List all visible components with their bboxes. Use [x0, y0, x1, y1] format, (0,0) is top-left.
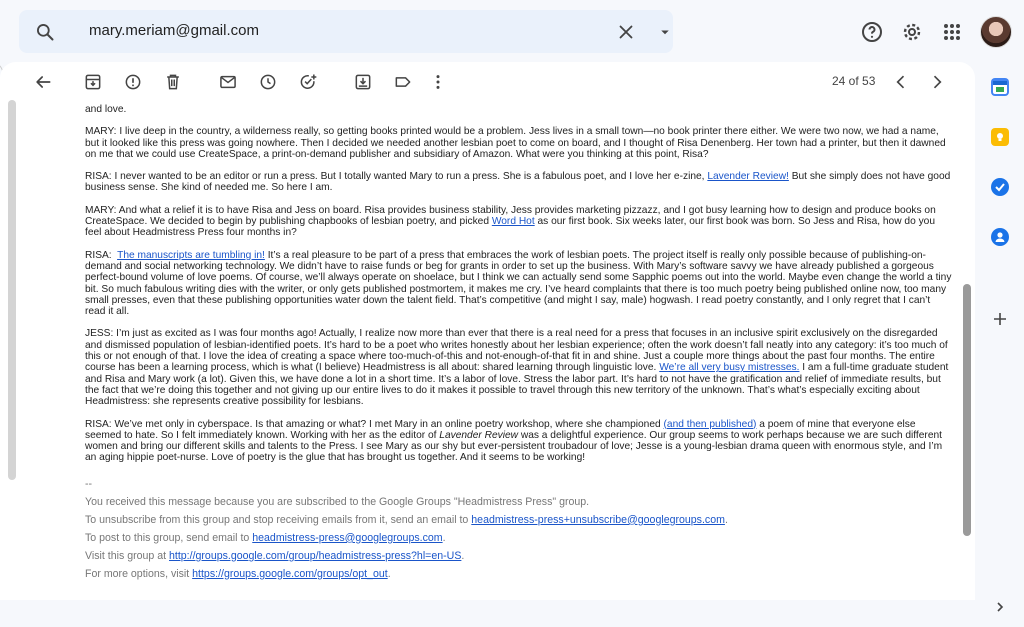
- word-hot-link[interactable]: Word Hot: [491, 216, 535, 228]
- move-to-icon[interactable]: [353, 72, 373, 92]
- tasks-icon[interactable]: [991, 178, 1009, 196]
- group-email-link[interactable]: headmistress-press@googlegroups.com: [252, 531, 443, 544]
- signature-line: For more options, visit https://groups.google.com/groups/opt_out.: [85, 567, 391, 580]
- apps-grid-icon[interactable]: [940, 20, 964, 44]
- newer-chevron-left-icon[interactable]: [891, 72, 911, 92]
- message-view: [0, 62, 975, 600]
- paragraph: and love.: [85, 104, 127, 115]
- top-bar: [0, 0, 1024, 64]
- calendar-icon[interactable]: [991, 78, 1009, 96]
- message-body: [85, 104, 953, 583]
- paragraph: JESS: I’m just as excited as I was four months ago! Actually, I realize now more than ever that there is a real need for a press that focuses in an inclusive spirit exclusively on the disregarded and dismissed population of lesbian-identified poets. It’s hard to be a poet who writes honestly about her lesbian experience; often the work doesn’t fall neatly into any category: it’s too much of this or not enough of that. I love the idea of creating a space where too-much-of-this and not-enough-of-that fit in and shine. Just a couple more things about the past four months. The entire course has been a learning process, which is what (I believe) Headmistress is all about: shared learning through linguistic love. We’re all very busy mistresses. I am a full-time graduate student and Risa and Mary work (a lot). Given this, we have done a lot in a short time. It’s a labor of love. Stress the labor part. It’s hard to not have the gratification and relief of immediate results, but the fact that we’re doing this together and not giving up our entire lives to do it makes it possible to travel through this new territory of the unknown. That’s what’s especially exciting about Headmistress: she represents creative possibility for lesbians.: [85, 328, 949, 408]
- add-addon-plus-icon[interactable]: [991, 310, 1009, 328]
- settings-gear-icon[interactable]: [900, 20, 924, 44]
- lavender-review-link[interactable]: Lavender Review!: [707, 171, 789, 183]
- group-signature: [85, 475, 953, 583]
- older-chevron-right-icon[interactable]: [927, 72, 947, 92]
- paragraph: MARY: I live deep in the country, a wilderness really, so getting books printed would be a problem. Jess lives in a small town—no book printer there either. We were two now, we had a name, but it looked like this press was going nowhere. Then I decided we needed another lesbian poet to come on board, and I thought of Risa Denenberg. Her town had a printer, but then it dawned on me that we could use CreateSpace, a print-on-demand publisher and subsidiary of Amazon. What were you thinking at this point, Risa?: [85, 126, 946, 160]
- add-to-tasks-icon[interactable]: [298, 72, 318, 92]
- search-bar[interactable]: [19, 10, 673, 53]
- side-panel-rail: [975, 62, 1024, 627]
- avatar[interactable]: [980, 16, 1012, 48]
- pagination-count: 24 of 53: [832, 74, 876, 88]
- help-icon[interactable]: [860, 20, 884, 44]
- search-icon[interactable]: [35, 22, 55, 42]
- unsubscribe-email-link[interactable]: headmistress-press+unsubscribe@googlegroups.com: [471, 513, 725, 526]
- search-input[interactable]: mary.meriam@gmail.com: [89, 22, 259, 39]
- opt-out-link[interactable]: https://groups.google.com/groups/opt_out: [192, 567, 388, 580]
- clear-search-icon[interactable]: [615, 21, 637, 43]
- archive-icon[interactable]: [83, 72, 103, 92]
- report-spam-icon[interactable]: [123, 72, 143, 92]
- group-url-link[interactable]: http://groups.google.com/group/headmistress-press?hl=en-US: [169, 549, 462, 562]
- signature-line: You received this message because you are subscribed to the Google Groups "Headmistress Press" group.: [85, 495, 590, 508]
- mark-unread-mail-icon[interactable]: [218, 72, 238, 92]
- message-toolbar: [0, 62, 975, 102]
- search-options-icon[interactable]: [656, 23, 674, 41]
- more-options-icon[interactable]: [428, 72, 448, 92]
- bottom-strip: [0, 600, 975, 627]
- and-then-published-link[interactable]: (and then published): [663, 418, 757, 430]
- signature-dashes: --: [85, 477, 93, 490]
- contacts-icon[interactable]: [991, 228, 1009, 246]
- snooze-clock-icon[interactable]: [258, 72, 278, 92]
- paragraph: RISA: I never wanted to be an editor or run a press. But I totally wanted Mary to run a press. She is a fabulous poet, and I love her e-zine, Lavender Review! But she simply does not have good business sense. She kind of needed me. So here I am.: [85, 171, 951, 194]
- paragraph: RISA: The manuscripts are tumbling in! It’s a real pleasure to be part of a press that embraces the work of lesbian poets. The project itself is really only possible because of publishing-on-demand and social networking technology. We didn’t have to raise funds or beg for grants in order to set up the business. With Mary’s software savvy we have already published a gorgeous perfect-bound volume of love poems. Of course, we’ll always operate on shoelace, but I think we can actually send some Sapphic poems out into the world. Maybe even change the world a tiny bit. So much fabulous writing dies with the writer, or only gets published postmortem, it makes me cry. I’ve heard complaints that there is too much poetry being published online now, too many small presses, even that these publishing opportunities water down the talent field. That’s competitive (and might I say, male) hogwash. I read poetry constantly, and I only regret that I can’t read it all.: [85, 249, 952, 318]
- back-arrow-icon[interactable]: [33, 72, 53, 92]
- expand-panel-chevron-icon[interactable]: [991, 598, 1009, 616]
- manuscripts-link[interactable]: The manuscripts are tumbling in!: [117, 249, 265, 261]
- paragraph: RISA: We’ve met only in cyberspace. Is that amazing or what? I met Mary in an online poetry workshop, where she championed (and then published) a poem of mine that everyone else seemed to hate. So I felt immediately known. Working with her as the editor of Lavender Review was a delightful experience. Our group seems to work perhaps because we are such different women and bring our different skills and talents to the Press. I see Mary as our shy but ever-persistent troubadour of love; Jesse is a young-lesbian drama queen with enormous style, and I’m an aging hippie poet-nurse. Love of poetry is the glue that has brought us together. And it seems to be working!: [85, 418, 943, 464]
- signature-line: To unsubscribe from this group and stop receiving emails from it, send an email to headmistress-press+unsubscribe@googlegroups.com.: [85, 513, 728, 526]
- keep-icon[interactable]: [991, 128, 1009, 146]
- delete-trash-icon[interactable]: [163, 72, 183, 92]
- signature-line: Visit this group at http://groups.google.com/group/headmistress-press?hl=en-US.: [85, 549, 465, 562]
- paragraph: MARY: And what a relief it is to have Risa and Jess on board. Risa provides business stability, Jess provides marketing pizzazz, and I got busy learning how to design and produce books on CreateSpace. We decided to begin by publishing chapbooks of lesbian poetry, and picked Word Hot as our first book. Six weeks later, our first book was born. So Jess and Risa, how do you feel about Headmistress Press four months in?: [85, 204, 936, 239]
- signature-line: To post to this group, send email to headmistress-press@googlegroups.com.: [85, 531, 446, 544]
- left-scrollbar[interactable]: [8, 100, 16, 480]
- busy-mistresses-link[interactable]: We’re all very busy mistresses.: [659, 362, 800, 374]
- label-icon[interactable]: [393, 72, 413, 92]
- message-scrollbar[interactable]: [963, 284, 971, 536]
